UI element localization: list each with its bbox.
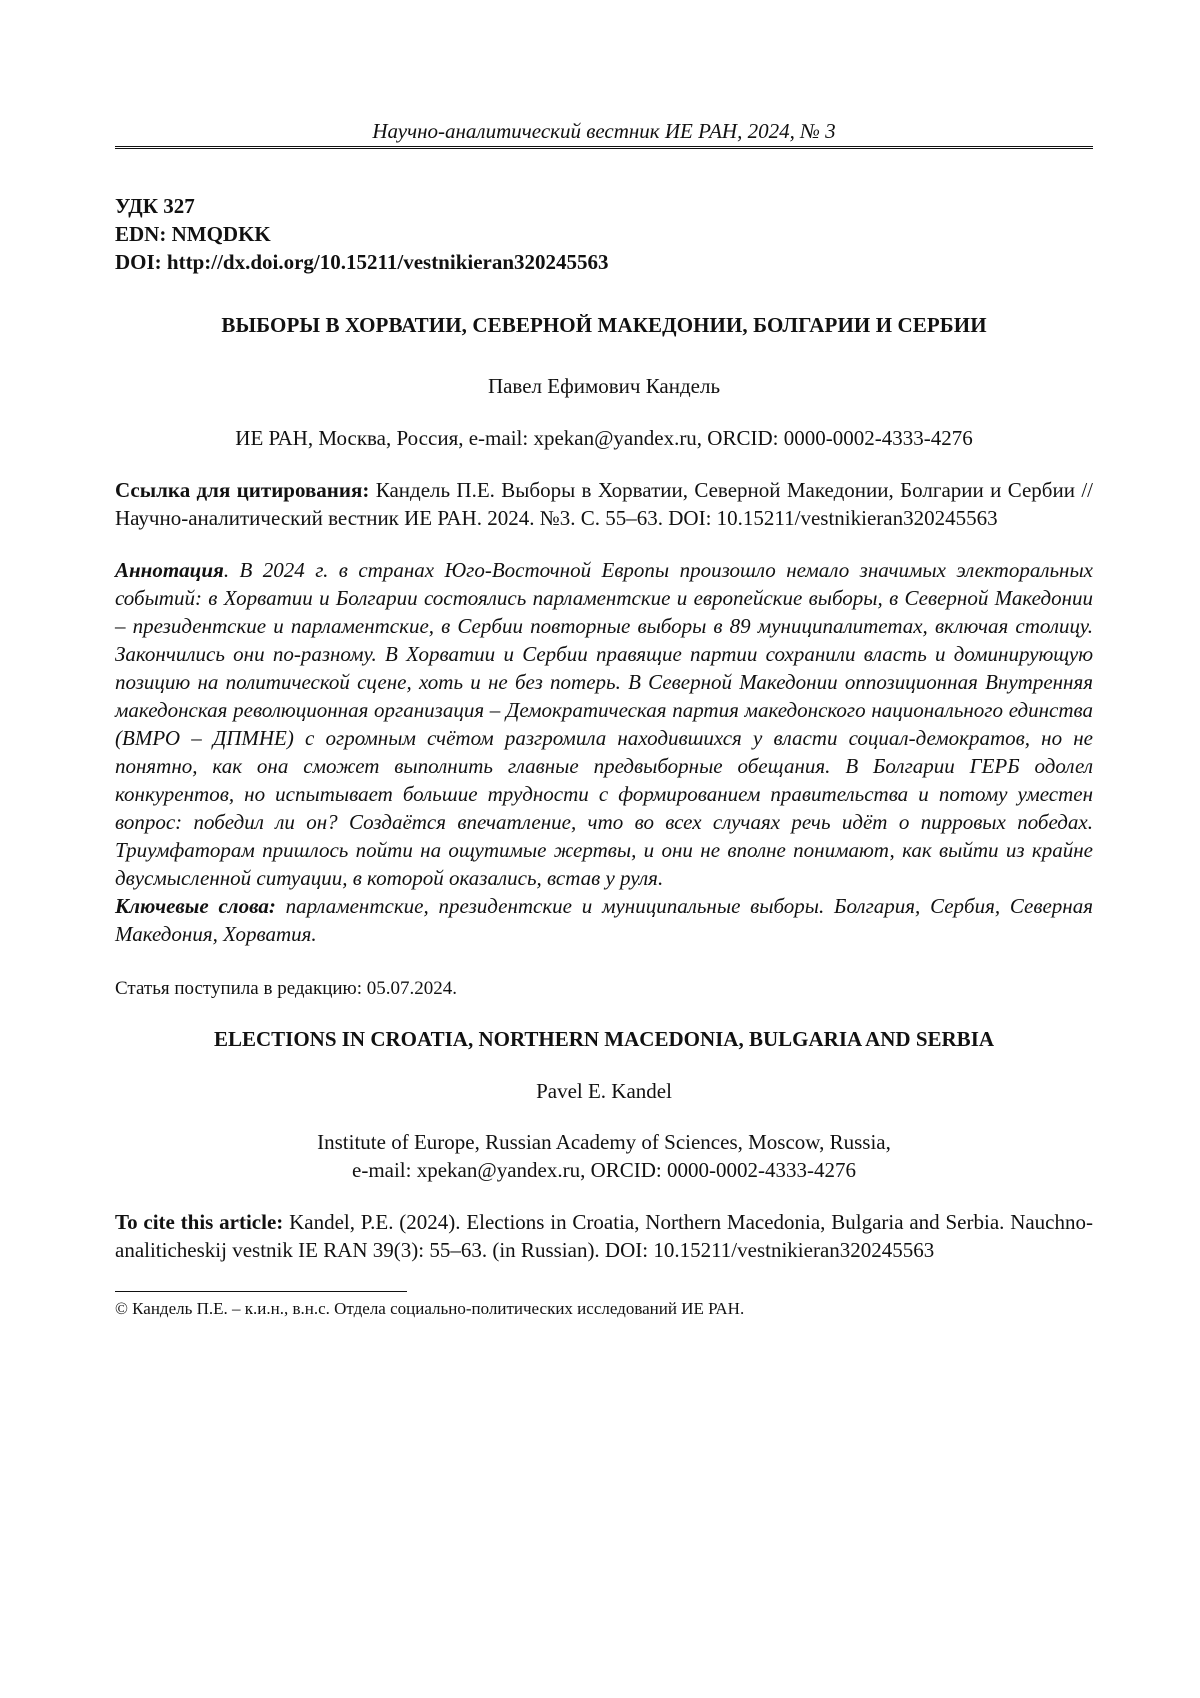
- affiliation-en-line2: e-mail: xpekan@yandex.ru, ORCID: 0000-0002-4333-4276: [352, 1158, 856, 1182]
- journal-header: Научно-аналитический вестник ИЕ РАН, 2024, № 3: [372, 119, 836, 143]
- abstract-ru: [115, 556, 1093, 892]
- keywords-ru-label: Ключевые слова:: [115, 894, 276, 918]
- keywords-ru-text: парламентские, президентские и муниципальные выборы. Болгария, Сербия, Северная Македония, Хорватия.: [115, 894, 1093, 946]
- title-en: ELECTIONS IN CROATIA, NORTHERN MACEDONIA, BULGARIA AND SERBIA: [213, 1027, 995, 1051]
- footnote-rule: [115, 1291, 407, 1292]
- citation-ru-label: Ссылка для цитирования:: [115, 478, 370, 502]
- citation-ru-text: Кандель П.Е. Выборы в Хорватии, Северной Македонии, Болгарии и Сербии // Научно-аналитический вестник ИЕ РАН. 2024. №3. С. 55–63. DOI: 10.15211/vestnikieran320245563: [115, 478, 1093, 530]
- author-ru: Павел Ефимович Кандель: [487, 374, 721, 398]
- header-rule: [115, 146, 1093, 152]
- title-ru: ВЫБОРЫ В ХОРВАТИИ, СЕВЕРНОЙ МАКЕДОНИИ, БОЛГАРИИ И СЕРБИИ: [221, 313, 987, 337]
- edn: EDN: NMQDKK: [115, 222, 271, 246]
- citation-en-label: To cite this article:: [115, 1210, 284, 1234]
- affiliation-ru: ИЕ РАН, Москва, Россия, e-mail: xpekan@yandex.ru, ORCID: 0000-0002-4333-4276: [235, 426, 973, 450]
- keywords-ru: [115, 892, 1093, 948]
- article-meta: [115, 192, 1093, 276]
- abstract-ru-label: Аннотация: [115, 558, 224, 582]
- udk: УДК 327: [115, 194, 195, 218]
- doi: DOI: http://dx.doi.org/10.15211/vestnikieran320245563: [115, 250, 609, 274]
- citation-ru: [115, 476, 1093, 532]
- footnote: © Кандель П.Е. – к.и.н., в.н.с. Отдела социально-политических исследований ИЕ РАН.: [115, 1299, 745, 1318]
- author-en: Pavel E. Kandel: [536, 1079, 672, 1103]
- affiliation-en: [115, 1128, 1093, 1184]
- affiliation-en-line1: Institute of Europe, Russian Academy of Sciences, Moscow, Russia,: [317, 1130, 891, 1154]
- citation-en: [115, 1208, 1093, 1264]
- abstract-ru-text: . В 2024 г. в странах Юго-Восточной Европы произошло немало значимых электоральных событий: в Хорватии и Болгарии состоялись парламентские и европейские выборы, в Северной Македонии – президентские и парламентские, в Сербии повторные выборы в 89 муниципалитетах, включая столицу. Закончились они по-разному. В Хорватии и Сербии правящие партии сохранили власть и доминирующую позицию на политической сцене, хоть и не без потерь. В Северной Македонии оппозиционная Внутренняя македонская революционная организация – Демократическая партия македонского национального единства (ВМРО – ДПМНЕ) с огромным счётом разгромила находившихся у власти социал-демократов, но не понятно, как она сможет выполнить главные предвыборные обещания. В Болгарии ГЕРБ одолел конкурентов, но испытывает большие трудности с формированием правительства и потому уместен вопрос: победил ли он? Создаётся впечатление, что во всех случаях речь идёт о пирровых победах. Триумфаторам пришлось пойти на ощутимые жертвы, и они не вполне понимают, как выйти из крайне двусмысленной ситуации, в которой оказались, встав у руля.: [115, 558, 1093, 890]
- received-date: Статья поступила в редакцию: 05.07.2024.: [115, 978, 458, 999]
- citation-en-text: Kandel, P.E. (2024). Elections in Croatia, Northern Macedonia, Bulgaria and Serbia. Nauchno-analiticheskij vestnik IE RAN 39(3): 55–63. (in Russian). DOI: 10.15211/vestnikieran320245563: [115, 1210, 1093, 1262]
